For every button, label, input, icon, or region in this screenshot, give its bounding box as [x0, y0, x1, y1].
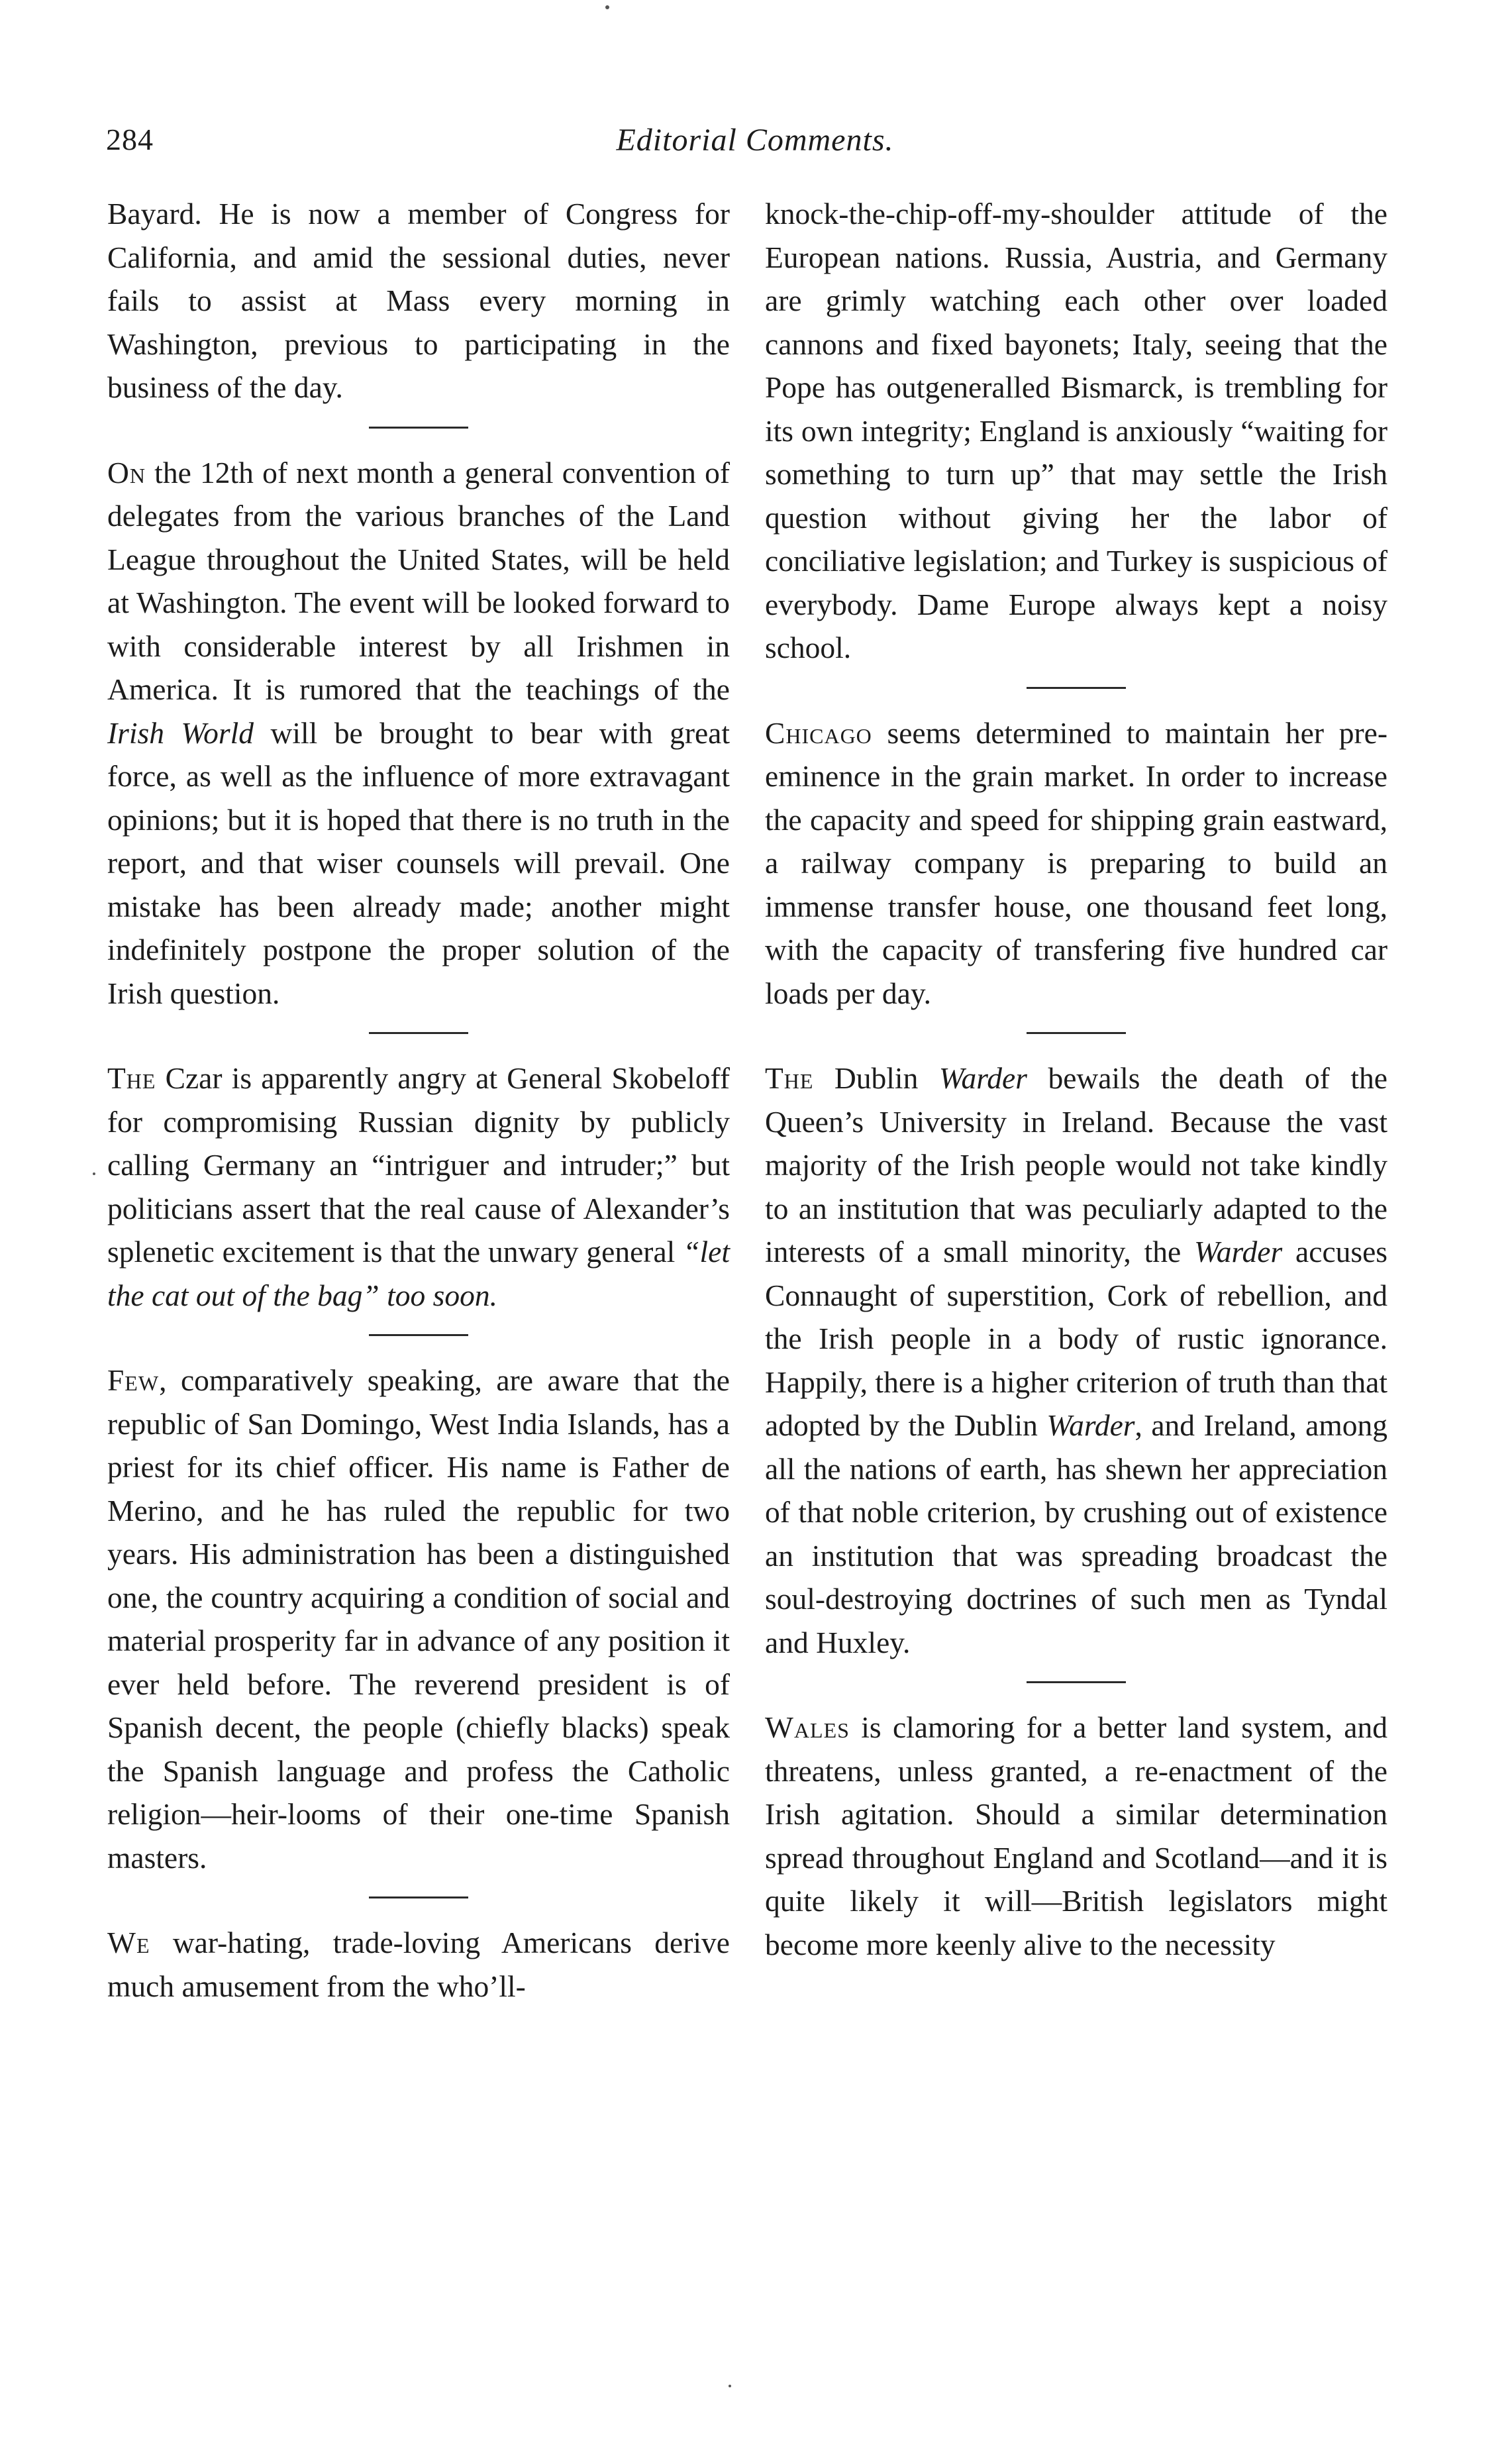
section-divider	[369, 427, 468, 429]
paragraph-text: the 12th of next month a general convention of delegates from the various branches of the Land League throughout the United States, will be held at Washington. The event will be looked forward to with considerable interest by all Irishmen in America. It is rumored that the teachings of the	[107, 455, 730, 706]
lead-word: Chicago	[765, 715, 872, 750]
italic-text: Warder	[1194, 1235, 1283, 1269]
running-title: Editorial Comments.	[616, 123, 894, 158]
section-divider	[369, 1896, 468, 1898]
section-divider	[1027, 1032, 1126, 1034]
section-divider	[1027, 1681, 1126, 1683]
paragraph-san-domingo	[107, 1359, 730, 1879]
italic-text: Warder	[1046, 1408, 1135, 1442]
left-column	[107, 192, 730, 2008]
paragraph-wales	[765, 1706, 1387, 1966]
paragraph-americans	[107, 1921, 730, 2008]
paragraph-text: Dublin	[813, 1061, 939, 1095]
lead-word: The	[765, 1061, 814, 1095]
lead-word: Few	[107, 1363, 160, 1397]
italic-text: Irish World	[107, 715, 254, 750]
lead-word: Wales	[765, 1710, 850, 1744]
print-speck	[93, 1172, 95, 1175]
paragraph-land-league	[107, 451, 730, 1015]
paragraph-text: accuses Connaught of superstition, Cork of rebellion, and the Irish people in a body of rustic ignorance. Happily, there is a higher criterion of truth than that adopted by the Dublin	[765, 1235, 1387, 1442]
italic-text: “let the cat out of the bag” too soon.	[107, 1235, 730, 1312]
paragraph-text: war-hating, trade-loving Americans derive much amusement from the who’ll-	[107, 1926, 730, 2003]
section-divider	[1027, 687, 1126, 689]
section-divider	[369, 1334, 468, 1336]
paragraph-text: Czar is apparently angry at General Skobeloff for compromising Russian dignity by publicly calling Germany an “intriguer and intruder;” but politicians assert that the real cause of Alexander’s splenetic excitement is that the unwary general	[107, 1061, 730, 1269]
paragraph-text: , comparatively speaking, are aware that the republic of San Domingo, West India Islands, has a priest for its chief officer. His name is Father de Merino, and he has ruled the republic for two years. His administration has been a distinguished one, the country acquiring a condition of social and material prosperity far in advance of any position it ever held before. The reverend president is of Spanish decent, the people (chiefly blacks) speak the Spanish language and profess the Catholic religion—heir-looms of their one-time Spanish masters.	[107, 1363, 730, 1875]
paragraph-text: is clamoring for a better land system, and threatens, unless granted, a re-enactment of the Irish agitation. Should a similar determination spread throughout England and Scotland—and it is quite likely it will—British legislators might become more keenly alive to the necessity	[765, 1710, 1387, 1961]
right-column	[765, 192, 1387, 1966]
paragraph-dublin-warder	[765, 1057, 1387, 1664]
paragraph-text: bewails the death of the Queen’s University in Ireland. Because the vast majority of the Irish people would not take kindly to an institution that was peculiarly adapted to the interests of a small minority, the	[765, 1061, 1387, 1269]
paragraph-chicago	[765, 711, 1387, 1015]
page-header	[106, 122, 1404, 162]
paragraph-text: seems determined to maintain her pre-eminence in the grain market. In order to increase the capacity and speed for shipping grain eastward, a railway company is preparing to build an immense transfer house, one thousand feet long, with the capacity of transfering five hundred car loads per day.	[765, 715, 1387, 1010]
italic-text: Warder	[938, 1061, 1027, 1095]
paragraph-text: will be brought to bear with great force, as well as the influence of more extravagant opinions; but it is hoped that there is no truth in the report, and that wiser counsels will prevail. One mistake has been already made; another might indefinitely postpone the proper solution of the Irish question.	[107, 715, 731, 1010]
print-speck	[729, 2385, 731, 2387]
print-speck	[605, 5, 609, 9]
paragraph-bayard: Bayard. He is now a member of Congress for California, and amid the sessional duties, never fails to assist at Mass every morning in Washington, previous to participating in the business of the day.	[107, 197, 730, 404]
section-divider	[369, 1032, 468, 1034]
paragraph-czar	[107, 1057, 730, 1317]
paragraph-text: , and Ireland, among all the nations of earth, has shewn her appreciation of that noble criterion, by crushing out of existence an institution that was spreading broadcast the soul-destroying doctrines of such men as Tyndal and Huxley.	[765, 1408, 1387, 1659]
lead-word: On	[107, 455, 146, 490]
lead-word: The	[107, 1061, 156, 1095]
page-number: 284	[106, 123, 154, 156]
paragraph-european-nations: knock-the-chip-off-my-shoulder attitude of the European nations. Russia, Austria, and Germany are grimly watching each other over loaded cannons and fixed bayonets; Italy, seeing that the Pope has outgeneralled Bismarck, is trembling for its own integrity; England is anxiously “waiting for something to turn up” that may settle the Irish question without giving her the labor of conciliative legislation; and Turkey is suspicious of everybody. Dame Europe always kept a noisy school.	[765, 197, 1387, 664]
lead-word: We	[107, 1926, 150, 1959]
